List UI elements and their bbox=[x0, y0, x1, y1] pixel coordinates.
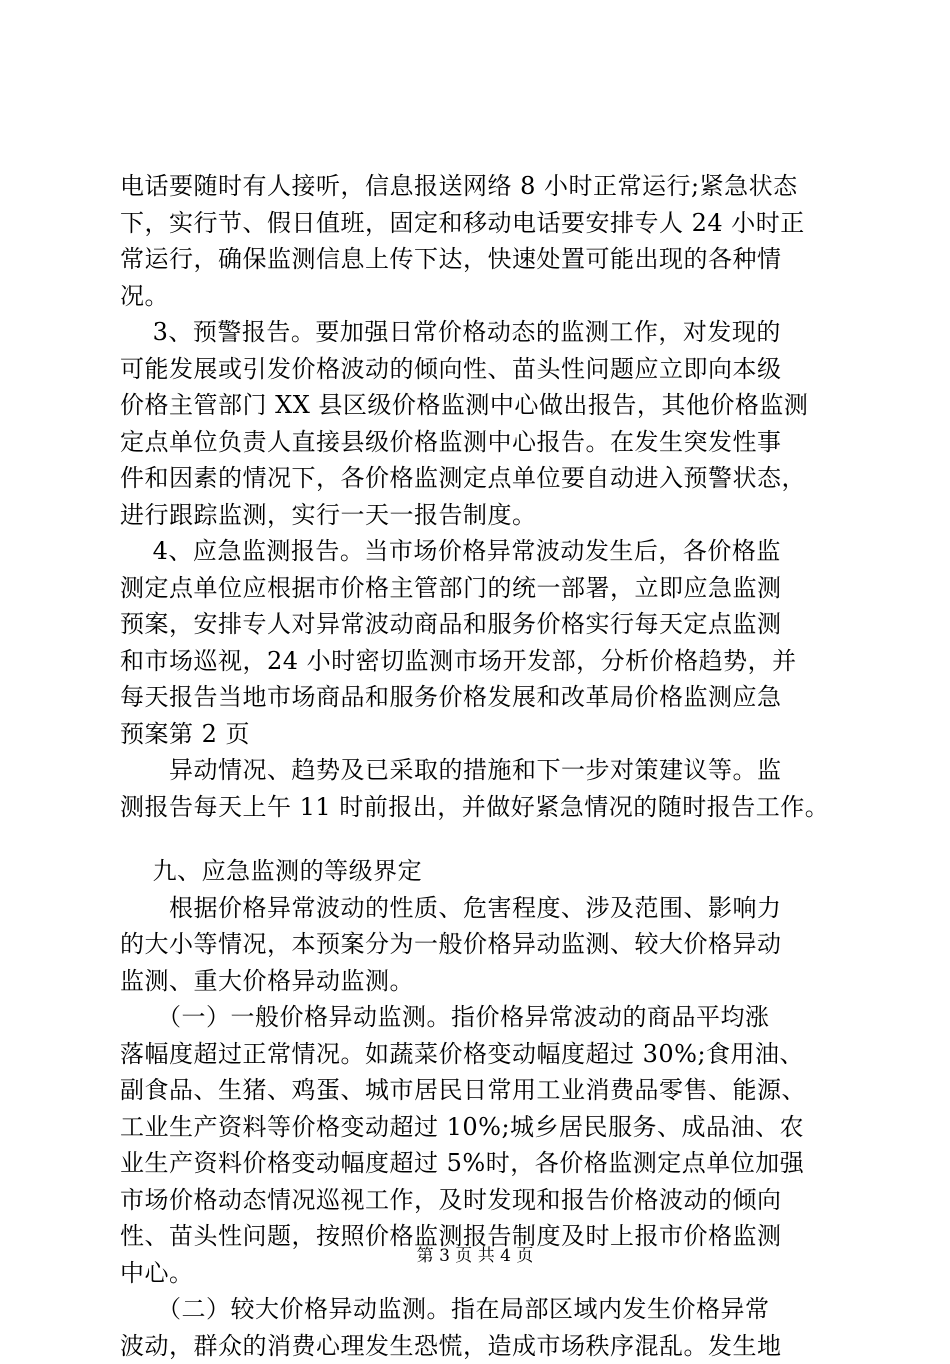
text-line: 价格主管部门 XX 县区级价格监测中心做出报告，其他价格监测 bbox=[120, 387, 840, 424]
page-footer: 第 3 页 共 4 页 bbox=[0, 1245, 950, 1267]
text-line: 件和因素的情况下，各价格监测定点单位要自动进入预警状态， bbox=[120, 460, 840, 497]
text-line: 和市场巡视，24 小时密切监测市场开发部，分析价格趋势，并 bbox=[120, 643, 840, 680]
text-line: 可能发展或引发价格波动的倾向性、苗头性问题应立即向本级 bbox=[120, 351, 840, 388]
text-line: 业生产资料价格变动幅度超过 5%时，各价格监测定点单位加强 bbox=[120, 1145, 840, 1182]
text-line: 根据价格异常波动的性质、危害程度、涉及范围、影响力 bbox=[120, 890, 840, 927]
text-line: 波动，群众的消费心理发生恐慌，造成市场秩序混乱。发生地 bbox=[120, 1328, 840, 1364]
text-line: 常运行，确保监测信息上传下达，快速处置可能出现的各种情 bbox=[120, 241, 840, 278]
text-line: 工业生产资料等价格变动超过 10%;城乡居民服务、成品油、农 bbox=[120, 1109, 840, 1146]
text-line: 定点单位负责人直接县级价格监测中心报告。在发生突发性事 bbox=[120, 424, 840, 461]
text-line: 监测、重大价格异动监测。 bbox=[120, 963, 840, 1000]
text-line: 预案，安排专人对异常波动商品和服务价格实行每天定点监测 bbox=[120, 606, 840, 643]
text-line: （一）一般价格异动监测。指价格异常波动的商品平均涨 bbox=[120, 999, 840, 1036]
text-line: 下，实行节、假日值班，固定和移动电话要安排专人 24 小时正 bbox=[120, 205, 840, 242]
text-line: 副食品、生猪、鸡蛋、城市居民日常用工业消费品零售、能源、 bbox=[120, 1072, 840, 1109]
text-line: 异动情况、趋势及已采取的措施和下一步对策建议等。监 bbox=[120, 752, 840, 789]
text-line: 市场价格动态情况巡视工作，及时发现和报告价格波动的倾向 bbox=[120, 1182, 840, 1219]
text-line: 电话要随时有人接听，信息报送网络 8 小时正常运行;紧急状态 bbox=[120, 168, 840, 205]
text-line: 九、应急监测的等级界定 bbox=[120, 853, 840, 890]
text-line: （二）较大价格异动监测。指在局部区域内发生价格异常 bbox=[120, 1291, 840, 1328]
text-line: 每天报告当地市场商品和服务价格发展和改革局价格监测应急 bbox=[120, 679, 840, 716]
text-line: 性、苗头性问题，按照价格监测报告制度及时上报市价格监测 bbox=[120, 1218, 840, 1255]
text-block-2 bbox=[120, 853, 840, 1364]
text-line: 3、预警报告。要加强日常价格动态的监测工作，对发现的 bbox=[120, 314, 840, 351]
text-line: 测定点单位应根据市价格主管部门的统一部署，立即应急监测 bbox=[120, 570, 840, 607]
text-line: 中心。 bbox=[120, 1255, 840, 1292]
text-line: 预案第 2 页 bbox=[120, 716, 840, 753]
text-line: 况。 bbox=[120, 278, 840, 315]
text-line: 进行跟踪监测，实行一天一报告制度。 bbox=[120, 497, 840, 534]
text-line: 落幅度超过正常情况。如蔬菜价格变动幅度超过 30%;食用油、 bbox=[120, 1036, 840, 1073]
document-body bbox=[120, 168, 840, 1364]
text-line: 测报告每天上午 11 时前报出，并做好紧急情况的随时报告工作。 bbox=[120, 789, 840, 826]
text-block-1 bbox=[120, 168, 840, 825]
paragraph-gap bbox=[120, 825, 840, 853]
text-line: 的大小等情况，本预案分为一般价格异动监测、较大价格异动 bbox=[120, 926, 840, 963]
text-line: 4、应急监测报告。当市场价格异常波动发生后，各价格监 bbox=[120, 533, 840, 570]
